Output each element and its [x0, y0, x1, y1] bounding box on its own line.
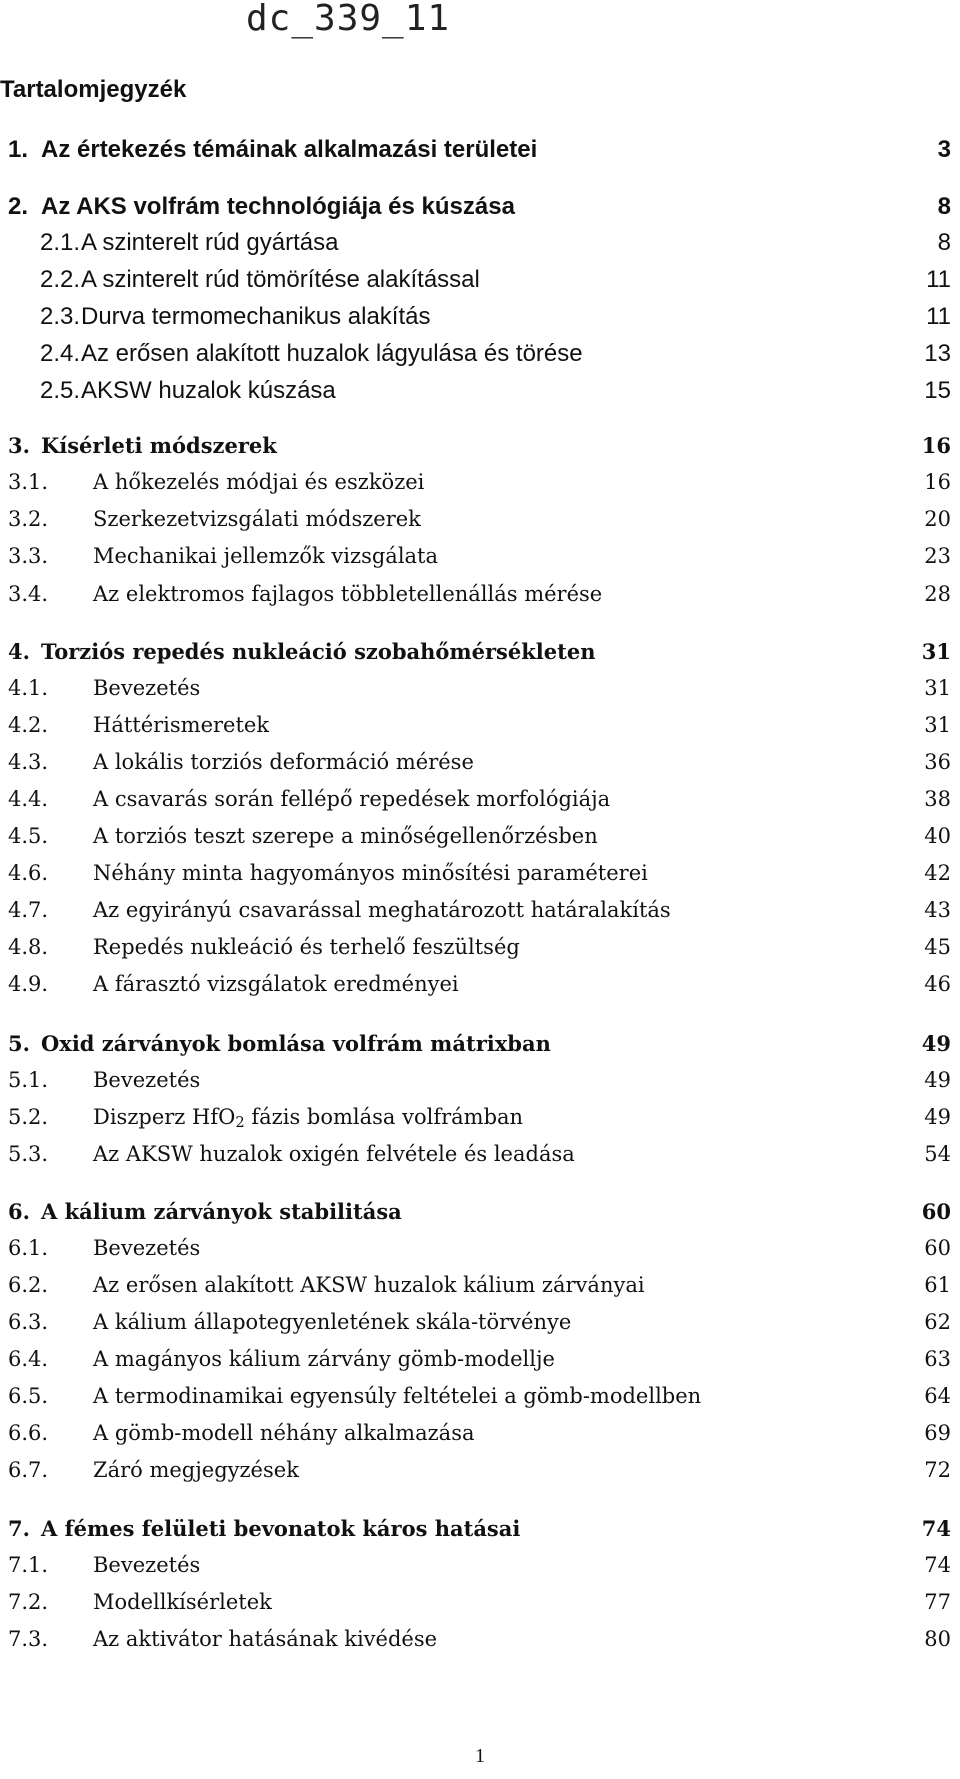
- toc-title: Tartalomjegyzék: [0, 76, 187, 103]
- toc-page: 11: [926, 303, 951, 330]
- toc-text: AKSW huzalok kúszása: [81, 377, 336, 404]
- toc-page: 16: [924, 470, 951, 494]
- toc-text-part: Diszperz HfO: [93, 1105, 236, 1129]
- toc-page: 54: [924, 1142, 951, 1166]
- toc-number: 6.2.: [8, 1273, 49, 1297]
- toc-page: 60: [921, 1199, 951, 1224]
- toc-text: Repedés nukleáció és terhelő feszültség: [93, 935, 520, 959]
- toc-section-3-1[interactable]: [0, 470, 960, 504]
- toc-text: Bevezetés: [93, 1068, 201, 1092]
- toc-page: 16: [921, 433, 951, 458]
- toc-section-4-3[interactable]: [0, 750, 960, 784]
- toc-number: 4.1.: [8, 676, 49, 700]
- toc-page: 8: [937, 229, 951, 256]
- toc-text: A kálium zárványok stabilitása: [41, 1199, 402, 1224]
- toc-page: 36: [924, 750, 951, 774]
- toc-chapter-7[interactable]: [0, 1516, 960, 1550]
- toc-section-2-3[interactable]: [0, 303, 960, 337]
- toc-number: 3.: [8, 433, 30, 458]
- toc-section-6-1[interactable]: [0, 1236, 960, 1270]
- toc-text: Mechanikai jellemzők vizsgálata: [93, 544, 439, 568]
- toc-number: 4.5.: [8, 824, 49, 848]
- toc-number: 4.9.: [8, 972, 49, 996]
- toc-chapter-1[interactable]: [0, 136, 960, 170]
- toc-text: Bevezetés: [93, 676, 201, 700]
- toc-page: 31: [924, 676, 951, 700]
- toc-text: Bevezetés: [93, 1236, 201, 1260]
- toc-page: 72: [924, 1458, 951, 1482]
- toc-section-5-2[interactable]: [0, 1105, 960, 1139]
- toc-text: A lokális torziós deformáció mérése: [93, 750, 474, 774]
- toc-number: 4.4.: [8, 787, 49, 811]
- toc-page: 23: [924, 544, 951, 568]
- toc-text: A szinterelt rúd tömörítése alakítással: [81, 266, 480, 293]
- toc-number: 3.1.: [8, 470, 49, 494]
- toc-page: 31: [924, 713, 951, 737]
- toc-number: 1.: [8, 136, 29, 163]
- toc-section-4-9[interactable]: [0, 972, 960, 1006]
- page-number: 1: [475, 1745, 485, 1767]
- toc-chapter-2[interactable]: [0, 193, 960, 227]
- toc-section-6-5[interactable]: [0, 1384, 960, 1418]
- toc-text: Az erősen alakított AKSW huzalok kálium zárványai: [93, 1273, 645, 1297]
- toc-text: A kálium állapotegyenletének skála-törvénye: [93, 1310, 572, 1334]
- toc-section-6-3[interactable]: [0, 1310, 960, 1344]
- toc-text: Modellkísérletek: [93, 1590, 272, 1614]
- toc-page: 62: [924, 1310, 951, 1334]
- toc-page: 63: [924, 1347, 951, 1371]
- toc-text: A fémes felületi bevonatok káros hatásai: [41, 1516, 521, 1541]
- toc-number: 7.1.: [8, 1553, 49, 1577]
- toc-text: A termodinamikai egyensúly feltételei a gömb-modellben: [93, 1384, 702, 1408]
- toc-page: 40: [924, 824, 951, 848]
- toc-number: 7.3.: [8, 1627, 49, 1651]
- toc-text: Háttérismeretek: [93, 713, 270, 737]
- toc-page: 74: [921, 1516, 951, 1541]
- toc-page: 8: [937, 193, 951, 220]
- toc-section-4-7[interactable]: [0, 898, 960, 932]
- toc-text: Az AKSW huzalok oxigén felvétele és leadása: [93, 1142, 575, 1166]
- toc-number: 6.7.: [8, 1458, 49, 1482]
- toc-page: 49: [924, 1068, 951, 1092]
- toc-page: 13: [924, 340, 951, 367]
- toc-section-4-6[interactable]: [0, 861, 960, 895]
- toc-text: Az egyirányú csavarással meghatározott határalakítás: [93, 898, 671, 922]
- toc-section-4-5[interactable]: [0, 824, 960, 858]
- toc-number: 4.7.: [8, 898, 49, 922]
- toc-page: 77: [924, 1590, 951, 1614]
- toc-page: 46: [924, 972, 951, 996]
- toc-section-2-4[interactable]: [0, 340, 960, 374]
- toc-number: 6.: [8, 1199, 30, 1224]
- toc-number: 2.2.: [40, 266, 81, 293]
- toc-text: Záró megjegyzések: [93, 1458, 299, 1482]
- document-id-header: dc_339_11: [246, 0, 451, 39]
- toc-number: 7.: [8, 1516, 30, 1541]
- toc-number: 6.4.: [8, 1347, 49, 1371]
- toc-page: 64: [924, 1384, 951, 1408]
- toc-text: Szerkezetvizsgálati módszerek: [93, 507, 421, 531]
- toc-page: 42: [924, 861, 951, 885]
- toc-number: 4.3.: [8, 750, 49, 774]
- toc-number: 2.: [8, 193, 29, 220]
- toc-section-5-1[interactable]: [0, 1068, 960, 1102]
- toc-chapter-5[interactable]: [0, 1031, 960, 1065]
- toc-number: 6.5.: [8, 1384, 49, 1408]
- toc-section-7-2[interactable]: [0, 1590, 960, 1624]
- toc-page: 49: [924, 1105, 951, 1129]
- toc-section-6-7[interactable]: [0, 1458, 960, 1492]
- toc-text: Torziós repedés nukleáció szobahőmérsékleten: [41, 639, 596, 664]
- toc-chapter-6[interactable]: [0, 1199, 960, 1233]
- toc-section-3-2[interactable]: [0, 507, 960, 541]
- toc-section-3-4[interactable]: [0, 582, 960, 616]
- toc-page: 49: [921, 1031, 951, 1056]
- toc-text: Az AKS volfrám technológiája és kúszása: [41, 193, 515, 220]
- toc-page: 69: [924, 1421, 951, 1445]
- toc-number: 6.6.: [8, 1421, 49, 1445]
- toc-text: [93, 1105, 523, 1131]
- toc-text-part: fázis bomlása volfrámban: [244, 1105, 524, 1129]
- toc-chapter-3[interactable]: [0, 433, 960, 467]
- toc-page: 28: [924, 582, 951, 606]
- toc-text: Kísérleti módszerek: [41, 433, 277, 458]
- toc-number: 4.2.: [8, 713, 49, 737]
- toc-section-5-3[interactable]: [0, 1142, 960, 1176]
- toc-number: 3.3.: [8, 544, 49, 568]
- toc-page: 31: [921, 639, 951, 664]
- toc-page: 61: [924, 1273, 951, 1297]
- toc-text: A magányos kálium zárvány gömb-modellje: [93, 1347, 555, 1371]
- toc-text: Az erősen alakított huzalok lágyulása és törése: [81, 340, 583, 367]
- toc-section-2-5[interactable]: [0, 377, 960, 411]
- toc-text: Oxid zárványok bomlása volfrám mátrixban: [41, 1031, 551, 1056]
- toc-text: A hőkezelés módjai és eszközei: [93, 470, 425, 494]
- toc-page: 60: [924, 1236, 951, 1260]
- toc-page: 3: [937, 136, 951, 163]
- toc-page: 11: [926, 266, 951, 293]
- toc-section-4-1[interactable]: [0, 676, 960, 710]
- toc-number: 4.6.: [8, 861, 49, 885]
- toc-section-7-3[interactable]: [0, 1627, 960, 1661]
- toc-text: A gömb-modell néhány alkalmazása: [93, 1421, 475, 1445]
- toc-number: 6.3.: [8, 1310, 49, 1334]
- toc-number: 2.1.: [40, 229, 81, 256]
- toc-number: 2.4.: [40, 340, 81, 367]
- toc-page: 80: [924, 1627, 951, 1651]
- toc-text: A fárasztó vizsgálatok eredményei: [93, 972, 459, 996]
- toc-text: Az aktivátor hatásának kivédése: [93, 1627, 438, 1651]
- toc-section-6-4[interactable]: [0, 1347, 960, 1381]
- toc-number: 2.5.: [40, 377, 81, 404]
- toc-page: 45: [924, 935, 951, 959]
- toc-section-6-6[interactable]: [0, 1421, 960, 1455]
- toc-number: 4.: [8, 639, 30, 664]
- toc-page: 15: [924, 377, 951, 404]
- toc-number: 5.: [8, 1031, 30, 1056]
- toc-number: 3.2.: [8, 507, 49, 531]
- toc-section-3-3[interactable]: [0, 544, 960, 578]
- toc-number: 6.1.: [8, 1236, 49, 1260]
- toc-text: Durva termomechanikus alakítás: [81, 303, 431, 330]
- toc-page: 20: [924, 507, 951, 531]
- toc-section-6-2[interactable]: [0, 1273, 960, 1307]
- toc-section-7-1[interactable]: [0, 1553, 960, 1587]
- toc-text: Az elektromos fajlagos többletellenállás mérése: [93, 582, 603, 606]
- toc-page: 43: [924, 898, 951, 922]
- toc-text: A szinterelt rúd gyártása: [81, 229, 339, 256]
- toc-text: A csavarás során fellépő repedések morfológiája: [93, 787, 611, 811]
- toc-number: 7.2.: [8, 1590, 49, 1614]
- toc-number: 4.8.: [8, 935, 49, 959]
- toc-text-subscript: 2: [235, 1113, 245, 1131]
- toc-number: 5.1.: [8, 1068, 49, 1092]
- toc-text: Bevezetés: [93, 1553, 201, 1577]
- toc-number: 2.3.: [40, 303, 81, 330]
- toc-section-4-4[interactable]: [0, 787, 960, 821]
- toc-text: Az értekezés témáinak alkalmazási területei: [41, 136, 538, 163]
- toc-number: 5.2.: [8, 1105, 49, 1129]
- toc-section-4-2[interactable]: [0, 713, 960, 747]
- toc-number: 3.4.: [8, 582, 49, 606]
- toc-text: A torziós teszt szerepe a minőségellenőrzésben: [93, 824, 598, 848]
- toc-number: 5.3.: [8, 1142, 49, 1166]
- toc-section-4-8[interactable]: [0, 935, 960, 969]
- toc-page: 38: [924, 787, 951, 811]
- toc-text: Néhány minta hagyományos minősítési paraméterei: [93, 861, 648, 885]
- toc-chapter-4[interactable]: [0, 639, 960, 673]
- toc-section-2-2[interactable]: [0, 266, 960, 300]
- toc-section-2-1[interactable]: [0, 229, 960, 263]
- toc-page: 74: [924, 1553, 951, 1577]
